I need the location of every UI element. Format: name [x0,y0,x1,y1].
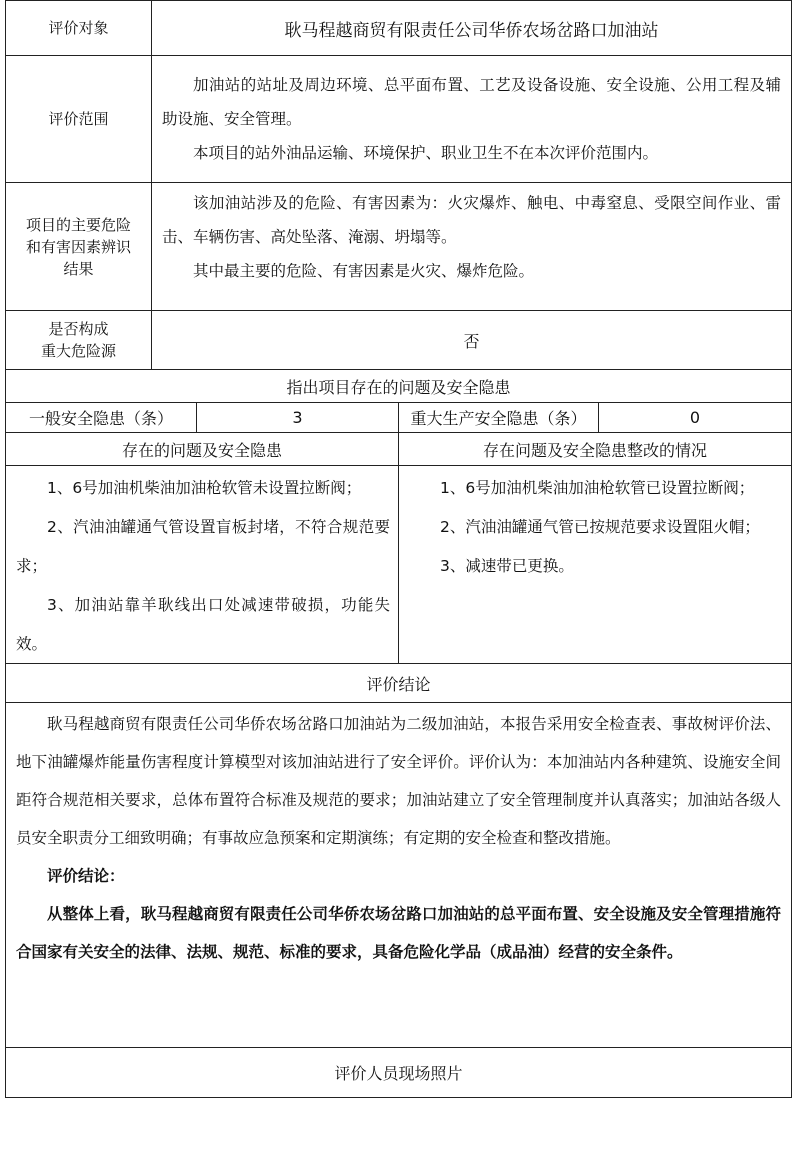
major-hazard-count-value: 0 [598,403,791,432]
row-issues-content [6,465,791,663]
conclusion-subtitle: 评价结论： [47,867,125,885]
conclusion-final-statement: 从整体上看，耿马程越商贸有限责任公司华侨农场岔路口加油站的总平面布置、安全设施及安全管理措施符合国家有关安全的法律、法规、规范、标准的要求，具备危险化学品（成品油）经营的安全条件。 [16,905,781,961]
main-hazards-content [151,183,791,310]
general-hazard-count-label: 一般安全隐患（条） [28,409,173,428]
rectification-item-3: 3、减速带已更换。 [440,557,574,575]
row-evaluation-scope [6,55,791,182]
conclusion-paragraph: 耿马程越商贸有限责任公司华侨农场岔路口加油站为二级加油站，本报告采用安全检查表、事故树评价法、地下油罐爆炸能量伤害程度计算模型对该加油站进行了安全评价。评价认为：本加油站内各种建筑、设施安全间距符合规范相关要求，总体布置符合标准及规范的要求；加油站建立了安全管理制度并认真落实；加油站各级人员安全职责分工细致明确；有事故应急预案和定期演练；有定期的安全检查和整改措施。 [16,715,781,847]
major-hazard-count-label: 重大生产安全隐患（条） [398,403,598,432]
row-major-hazard-source [6,310,791,369]
rectification-item-1: 1、6号加油机柴油加油枪软管已设置拉断阀； [440,479,755,497]
issues-right-list [398,466,791,663]
rectification-item-2: 2、汽油油罐通气管已按规范要求设置阻火帽； [440,518,760,536]
evaluation-object-label: 评价对象 [48,19,109,37]
evaluation-summary-table [5,0,792,1098]
issue-item-3: 3、加油站靠羊耿线出口处减速带破损，功能失效。 [16,596,390,653]
evaluation-object-value: 耿马程越商贸有限责任公司华侨农场岔路口加油站 [151,1,791,55]
main-hazards-label-line-3: 结果 [63,259,94,278]
scope-paragraph-2: 本项目的站外油品运输、环境保护、职业卫生不在本次评价范围内。 [193,144,659,162]
issues-right-header: 存在问题及安全隐患整改的情况 [398,433,791,465]
row-conclusion-body [6,702,791,1047]
main-hazards-label-line-2: 和有害因素辨识 [25,237,131,256]
row-evaluation-object [6,0,791,55]
issue-item-1: 1、6号加油机柴油加油枪软管未设置拉断阀； [47,479,362,497]
row-hazard-counts [6,402,791,432]
photos-header: 评价人员现场照片 [6,1047,791,1096]
issues-left-list [6,466,398,663]
major-hazard-source-label [6,311,151,369]
conclusion-header: 评价结论 [6,663,791,702]
problems-header: 指出项目存在的问题及安全隐患 [6,369,791,402]
issues-left-header: 存在的问题及安全隐患 [121,440,282,460]
major-hazard-source-value: 否 [151,311,791,369]
hazards-paragraph-2: 其中最主要的危险、有害因素是火灾、爆炸危险。 [193,262,535,280]
scope-paragraph-1: 加油站的站址及周边环境、总平面布置、工艺及设备设施、安全设施、公用工程及辅助设施、安全管理。 [162,76,781,128]
hazards-paragraph-1: 该加油站涉及的危险、有害因素为：火灾爆炸、触电、中毒窒息、受限空间作业、雷击、车辆伤害、高处坠落、淹溺、坍塌等。 [162,194,781,246]
general-hazard-count-value: 3 [196,403,398,432]
major-hazard-label-line-2: 重大危险源 [40,342,116,360]
main-hazards-label [6,183,151,310]
major-hazard-label-line-1: 是否构成 [48,320,109,338]
main-hazards-label-line-1: 项目的主要危险 [25,215,131,234]
issue-item-2: 2、汽油油罐通气管设置盲板封堵，不符合规范要求； [16,518,390,575]
evaluation-scope-content [151,56,791,182]
evaluation-scope-label: 评价范围 [48,110,109,128]
row-main-hazards [6,182,791,310]
row-issues-headers [6,432,791,465]
